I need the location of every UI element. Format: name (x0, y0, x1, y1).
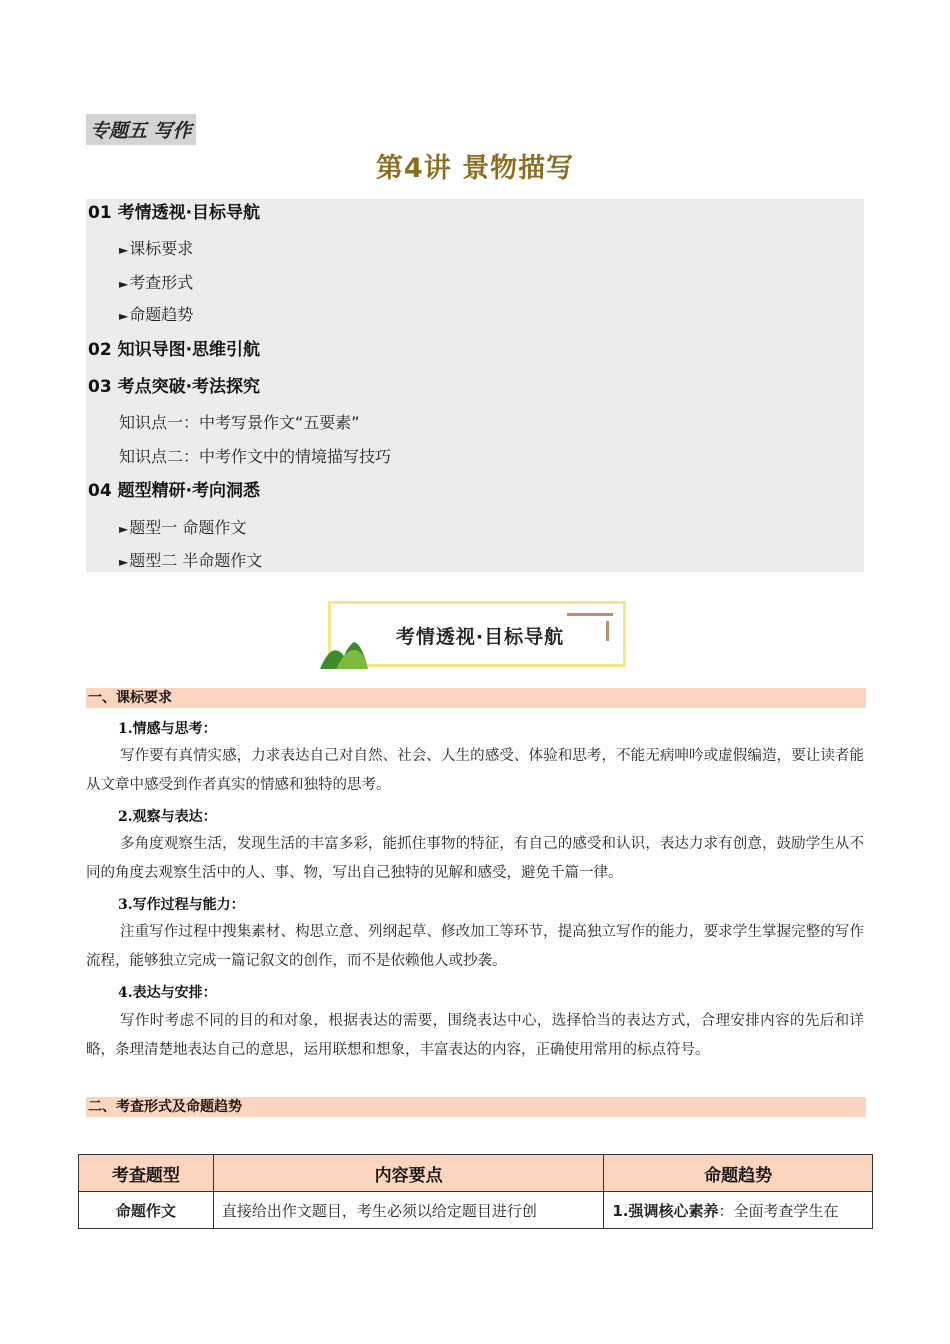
arrow-icon: ► (119, 555, 129, 569)
exam-table (78, 1154, 873, 1229)
toc-item-label: 命题趋势 (129, 305, 194, 324)
toc-item-format[interactable] (119, 269, 193, 297)
section-banner (318, 598, 628, 670)
section-heading-curriculum: 一、课标要求 (86, 688, 866, 708)
table-header-row (79, 1155, 873, 1192)
banner-title: 考情透视·目标导航 (395, 626, 565, 648)
table-cell-content: 直接给出作文题目，考生必须以给定题目进行创 (213, 1192, 603, 1229)
subheading-process: 3.写作过程与能力： (118, 897, 245, 913)
arrow-icon: ► (119, 309, 129, 323)
toc-heading-2[interactable]: 02 知识导图·思维引航 (88, 340, 261, 360)
subheading-emotion: 1.情感与思考： (118, 721, 217, 737)
hills-icon (318, 636, 370, 670)
arrow-icon: ► (119, 522, 129, 536)
paragraph-arrangement: 写作时考虑不同的目的和对象，根据表达的需要，围绕表达中心，选择恰当的表达方式，合理安排内容的先后和详略，条理清楚地表达自己的意思，运用联想和想象，丰富表达的内容，正确使用常用的标点符号。 (86, 1013, 864, 1058)
toc-item-label: 考查形式 (129, 273, 194, 292)
subheading-observation: 2.观察与表达： (118, 809, 217, 825)
table-of-contents (86, 199, 864, 572)
arrow-icon: ► (119, 243, 129, 257)
topic-tag: 专题五 写作 (86, 114, 196, 145)
toc-item-type1[interactable] (119, 514, 246, 542)
column-header: 命题趋势 (604, 1155, 873, 1192)
toc-item-point1[interactable]: 知识点一：中考写景作文“五要素” (119, 413, 360, 432)
column-header: 考查题型 (79, 1155, 214, 1192)
table-row (79, 1192, 873, 1229)
section-heading-format: 二、考查形式及命题趋势 (86, 1097, 866, 1117)
banner-frame (328, 601, 626, 667)
toc-heading-4[interactable]: 04 题型精研·考向洞悉 (88, 481, 261, 501)
trend-text: ：全面考查学生在 (718, 1201, 839, 1220)
paragraph-emotion: 写作要有真情实感，力求表达自己对自然、社会、人生的感受、体验和思考，不能无病呻吟或虚假编造，要让读者能从文章中感受到作者真实的情感和独特的思考。 (86, 748, 864, 793)
toc-item-label: 课标要求 (129, 239, 194, 258)
toc-item-label: 题型一 命题作文 (129, 518, 247, 537)
toc-item-point2[interactable]: 知识点二：中考作文中的情境描写技巧 (119, 447, 392, 466)
banner-decoration-tick (606, 621, 609, 641)
trend-bold-label: 1.强调核心素养 (612, 1201, 719, 1220)
toc-item-type2[interactable] (119, 547, 262, 575)
banner-decoration-line (567, 613, 613, 616)
paragraph-process: 注重写作过程中搜集素材、构思立意、列纲起草、修改加工等环节，提高独立写作的能力，要求学生掌握完整的写作流程，能够独立完成一篇记叙文的创作，而不是依赖他人或抄袭。 (86, 924, 864, 969)
table-cell-type: 命题作文 (79, 1192, 214, 1229)
subheading-arrangement: 4.表达与安排： (118, 985, 217, 1001)
paragraph-observation: 多角度观察生活，发现生活的丰富多彩，能抓住事物的特征，有自己的感受和认识，表达力求有创意，鼓励学生从不同的角度去观察生活中的人、事、物，写出自己独特的见解和感受，避免千篇一律。 (86, 836, 864, 881)
lecture-title: 第4讲 景物描写 (375, 153, 575, 184)
toc-item-label: 题型二 半命题作文 (129, 551, 263, 570)
toc-heading-1[interactable]: 01 考情透视·目标导航 (88, 203, 261, 223)
arrow-icon: ► (119, 277, 129, 291)
table-cell-trend (604, 1192, 873, 1229)
toc-item-trend[interactable] (119, 301, 193, 329)
toc-item-curriculum[interactable] (119, 235, 193, 263)
toc-heading-3[interactable]: 03 考点突破·考法探究 (88, 377, 261, 397)
column-header: 内容要点 (213, 1155, 603, 1192)
